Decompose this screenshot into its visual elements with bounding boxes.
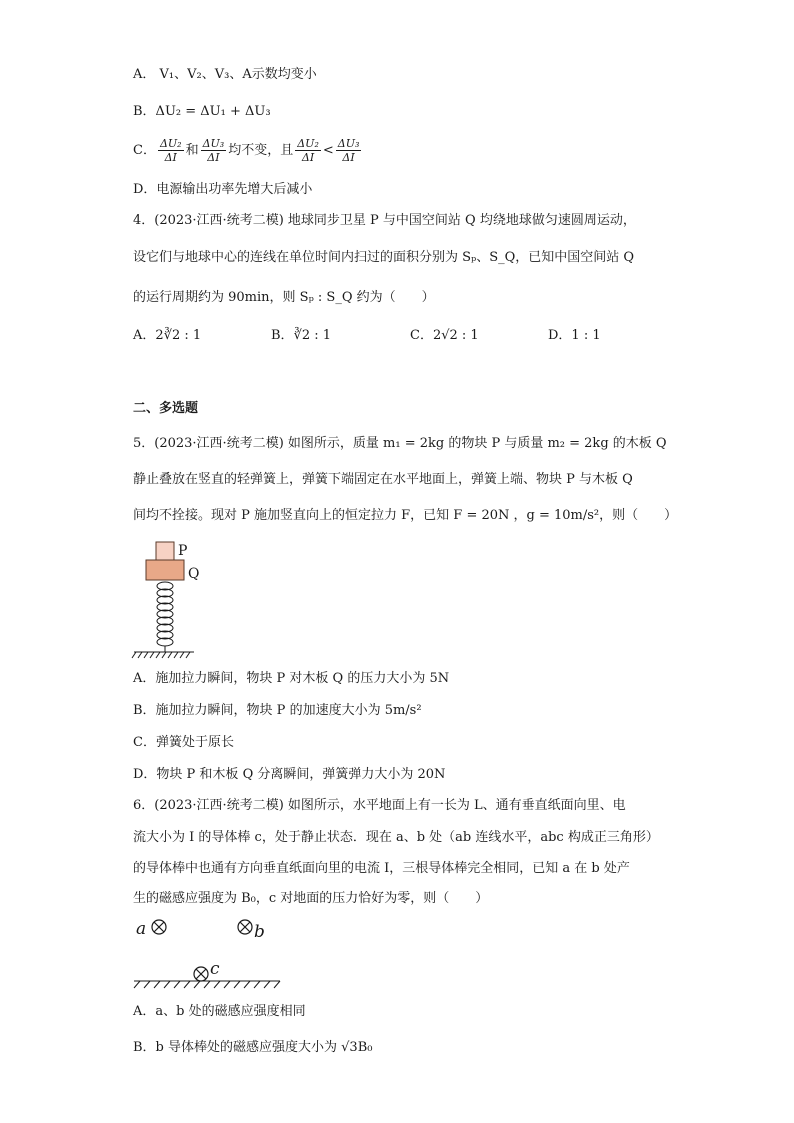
q6-stem-line-4: 生的磁感应强度为 B₀，c 对地面的压力恰好为零，则（ ） <box>133 891 489 906</box>
section-title-multiple-choice: 二、多选题 <box>133 401 199 416</box>
q3-option-c-fraction-1 <box>158 137 184 164</box>
q4-option-b: B．∛2 : 1 <box>271 328 332 343</box>
fraction-denominator: ΔI <box>207 151 220 164</box>
label-b: b <box>254 922 265 942</box>
q5-spring-block-figure <box>130 538 220 662</box>
q5-option-d: D．物块 P 和木板 Q 分离瞬间，弹簧弹力大小为 20N <box>133 767 446 782</box>
fraction-denominator: ΔI <box>164 151 177 164</box>
q5-stem-line-1: 5．(2023·江西·统考二模) 如图所示，质量 m₁ = 2kg 的物块 P 与质量 m₂ = 2kg 的木板 Q <box>133 436 667 451</box>
q4-stem-line-2: 设它们与地球中心的连线在单位时间内扫过的面积分别为 Sₚ、S_Q，已知中国空间站 Q <box>133 250 635 265</box>
q3-option-c-and: 和 <box>185 143 199 158</box>
q3-option-b: B．ΔU₂ = ΔU₁ + ΔU₃ <box>133 104 271 119</box>
fraction-numerator: ΔU₃ <box>337 137 360 150</box>
q4-stem-line-1: 4．(2023·江西·统考二模) 地球同步卫星 P 与中国空间站 Q 均绕地球做匀速圆周运动， <box>133 213 636 228</box>
q5-stem-line-2: 静止叠放在竖直的轻弹簧上，弹簧下端固定在水平地面上，弹簧上端、物块 P 与木板 Q <box>133 472 633 487</box>
q4-option-a: A．2∛2 : 1 <box>133 328 202 343</box>
q3-option-c <box>133 136 363 166</box>
q4-stem-line-3: 的运行周期约为 90min，则 Sₚ : S_Q 约为（ ） <box>133 290 435 305</box>
label-p: P <box>178 543 188 559</box>
q6-stem-line-3: 的导体棒中也通有方向垂直纸面向里的电流 I，三根导体棒完全相同，已知 a 在 b 处产 <box>133 861 630 876</box>
current-into-page-icon-c <box>194 967 208 981</box>
spring-icon <box>157 582 173 652</box>
q4-option-d: D．1 : 1 <box>548 328 601 343</box>
q6-conductor-figure <box>130 912 290 992</box>
label-c: c <box>210 959 220 979</box>
fraction-numerator: ΔU₂ <box>159 137 182 150</box>
label-q: Q <box>188 566 200 582</box>
q3-option-a: A． V₁、V₂、V₃、A示数均变小 <box>133 67 317 82</box>
q3-option-c-middle: 均不变，且 <box>228 143 294 158</box>
q6-option-a: A．a、b 处的磁感应强度相同 <box>133 1004 306 1019</box>
fraction-denominator: ΔI <box>342 151 355 164</box>
q5-option-b: B．施加拉力瞬间，物块 P 的加速度大小为 5m/s² <box>133 703 422 718</box>
q3-option-c-fraction-2 <box>201 137 227 164</box>
current-into-page-icon-a <box>152 920 166 934</box>
board-q <box>146 560 184 580</box>
q6-stem-line-2: 流大小为 I 的导体棒 c，处于静止状态．现在 a、b 处（ab 连线水平，abc 构成正三角形） <box>133 830 659 845</box>
q3-option-c-prefix: C． <box>133 143 156 158</box>
q5-option-a: A．施加拉力瞬间，物块 P 对木板 Q 的压力大小为 5N <box>133 671 450 686</box>
q6-option-b: B．b 导体棒处的磁感应强度大小为 √3B₀ <box>133 1040 373 1055</box>
q3-option-c-fraction-3 <box>295 137 321 164</box>
q3-option-c-less-than: < <box>322 143 334 158</box>
fraction-denominator: ΔI <box>301 151 315 164</box>
fraction-numerator: ΔU₂ <box>297 137 319 150</box>
ground-hatch-icon <box>132 652 194 658</box>
q5-stem-line-3: 间均不拴接。现对 P 施加竖直向上的恒定拉力 F，已知 F = 20N ，g = 10m/s²，则（ ） <box>133 508 678 523</box>
fraction-numerator: ΔU₃ <box>202 137 225 150</box>
ground-hatch-icon <box>134 981 280 988</box>
q4-option-c: C．2√2 : 1 <box>410 328 479 343</box>
q5-option-c: C．弹簧处于原长 <box>133 735 234 750</box>
current-into-page-icon-b <box>238 920 252 934</box>
label-a: a <box>136 919 147 939</box>
q3-option-d: D．电源输出功率先增大后减小 <box>133 182 313 197</box>
q3-option-c-fraction-4 <box>336 137 362 164</box>
block-p <box>156 542 174 560</box>
q6-stem-line-1: 6．(2023·江西·统考二模) 如图所示，水平地面上有一长为 L、通有垂直纸面向里、电 <box>133 798 626 813</box>
